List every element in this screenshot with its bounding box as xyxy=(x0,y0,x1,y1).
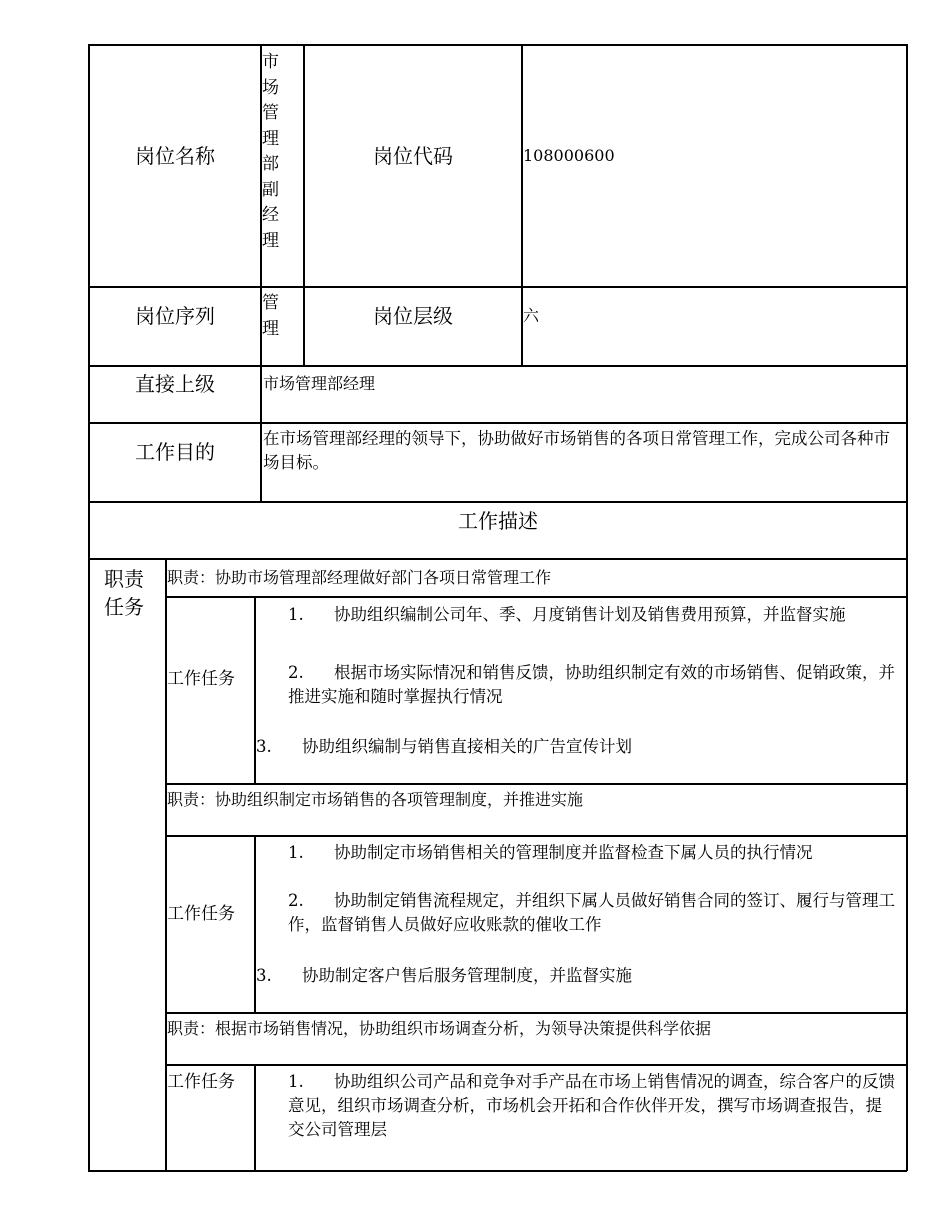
task-item xyxy=(288,841,898,865)
superior-label: 直接上级 xyxy=(135,372,215,396)
table-border-top xyxy=(88,44,907,46)
task-number: 3. xyxy=(256,737,272,756)
row-divider xyxy=(88,501,907,503)
purpose-label: 工作目的 xyxy=(135,440,215,464)
task-item xyxy=(288,603,898,627)
col-divider xyxy=(254,1064,256,1171)
row-divider xyxy=(165,596,907,598)
post-name-value: 市场管理部副经理 xyxy=(262,52,279,251)
table-border-bottom xyxy=(88,1170,907,1172)
task-item xyxy=(256,964,896,988)
task-label: 工作任务 xyxy=(167,1072,235,1092)
task-item xyxy=(288,1070,898,1142)
post-name-label: 岗位名称 xyxy=(135,144,215,168)
task-text: 协助组织公司产品和竞争对手产品在市场上销售情况的调查，综合客户的反馈意见，组织市场调查分析，市场机会开拓和合作伙伴开发，撰写市场调查报告，提交公司管理层 xyxy=(288,1072,895,1139)
task-text: 根据市场实际情况和销售反馈，协助组织制定有效的市场销售、促销政策，并推进实施和随时掌握执行情况 xyxy=(288,663,895,706)
row-divider xyxy=(88,558,907,560)
task-number: 1. xyxy=(288,605,304,624)
row-divider xyxy=(88,365,907,367)
task-item xyxy=(288,661,898,709)
task-number: 1. xyxy=(288,1072,304,1091)
task-number: 2. xyxy=(288,663,304,682)
post-sequence-label: 岗位序列 xyxy=(135,304,215,328)
task-item xyxy=(288,889,898,937)
post-sequence-value: 管理 xyxy=(262,293,279,339)
task-text: 协助组织编制公司年、季、月度销售计划及销售费用预算，并监督实施 xyxy=(334,605,846,624)
task-text: 协助组织编制与销售直接相关的广告宣传计划 xyxy=(302,737,632,756)
duty-title: 职责：协助组织制定市场销售的各项管理制度，并推进实施 xyxy=(167,790,584,809)
description-title: 工作描述 xyxy=(458,509,538,533)
task-number: 1. xyxy=(288,843,304,862)
row-divider xyxy=(165,1064,907,1066)
row-divider xyxy=(88,422,907,424)
task-text: 协助制定销售流程规定，并组织下属人员做好销售合同的签订、履行与管理工作，监督销售人员做好应收账款的催收工作 xyxy=(288,891,895,934)
task-number: 2. xyxy=(288,891,304,910)
purpose-value: 在市场管理部经理的领导下，协助做好市场销售的各项日常管理工作，完成公司各种市场目标。 xyxy=(263,429,890,472)
duty-title: 职责：协助市场管理部经理做好部门各项日常管理工作 xyxy=(167,568,552,587)
post-code-value: 108000600 xyxy=(523,146,615,165)
duty-group-label: 职责任务 xyxy=(104,567,144,619)
task-text: 协助制定客户售后服务管理制度，并监督实施 xyxy=(302,966,632,985)
task-label: 工作任务 xyxy=(167,904,235,924)
superior-value: 市场管理部经理 xyxy=(263,374,376,393)
post-level-value: 六 xyxy=(523,306,540,325)
task-number: 3. xyxy=(256,966,272,985)
duty-title: 职责：根据市场销售情况，协助组织市场调查分析，为领导决策提供科学依据 xyxy=(167,1019,712,1038)
row-divider xyxy=(165,1012,907,1014)
post-level-label: 岗位层级 xyxy=(373,304,453,328)
task-text: 协助制定市场销售相关的管理制度并监督检查下属人员的执行情况 xyxy=(334,843,813,862)
task-item xyxy=(256,735,896,759)
row-divider xyxy=(165,783,907,785)
task-label: 工作任务 xyxy=(167,669,235,689)
row-divider xyxy=(165,835,907,837)
table-border-left xyxy=(88,44,90,1171)
post-code-label: 岗位代码 xyxy=(373,144,453,168)
table-border-right xyxy=(906,44,908,1171)
row-divider xyxy=(88,286,907,288)
